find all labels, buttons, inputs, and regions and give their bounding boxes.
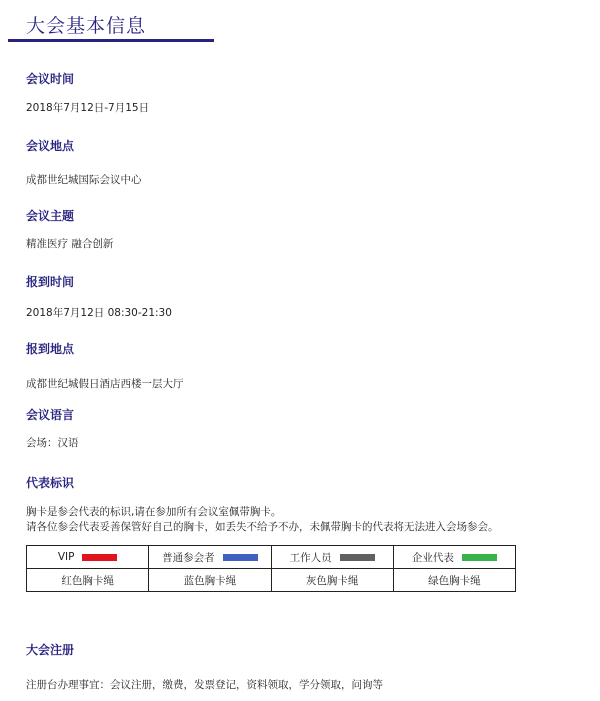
checkin-time-text: 2018年7月12日 08:30-21:30 bbox=[26, 307, 172, 319]
lanyard-cell: 灰色胸卡绳 bbox=[271, 569, 393, 592]
badge-type-label: 普通参会者 bbox=[162, 551, 215, 564]
badge-cell-staff bbox=[271, 546, 393, 569]
theme-text: 精准医疗 融合创新 bbox=[26, 238, 114, 250]
lanyard-cell: 蓝色胸卡绳 bbox=[149, 569, 271, 592]
badge-cell-enterprise bbox=[393, 546, 515, 569]
title-underline bbox=[8, 39, 214, 42]
badge-type-label: VIP bbox=[57, 551, 75, 563]
meeting-time-text: 2018年7月12日-7月15日 bbox=[26, 102, 150, 114]
registration-text: 注册台办理事宜：会议注册，缴费，发票登记，资料领取，学分领取，问询等 bbox=[26, 679, 383, 691]
red-swatch bbox=[82, 554, 117, 561]
green-swatch bbox=[462, 554, 497, 561]
checkin-place-text: 成都世纪城假日酒店西楼一层大厅 bbox=[26, 378, 184, 390]
language-text: 会场：汉语 bbox=[26, 437, 79, 449]
lanyard-row bbox=[27, 569, 516, 592]
heading-checkin-place: 报到地点 bbox=[26, 342, 75, 356]
badge-table bbox=[26, 545, 516, 592]
blue-swatch bbox=[223, 554, 258, 561]
heading-language: 会议语言 bbox=[26, 408, 75, 422]
heading-meeting-time: 会议时间 bbox=[26, 72, 75, 86]
lanyard-cell: 绿色胸卡绳 bbox=[393, 569, 515, 592]
badge-type-label: 企业代表 bbox=[411, 551, 454, 564]
badge-type-label: 工作人员 bbox=[289, 551, 332, 564]
badge-text-line1: 胸卡是参会代表的标识,请在参加所有会议室佩带胸卡。 bbox=[26, 506, 282, 518]
badge-text-line2: 请各位参会代表妥善保管好自己的胸卡，如丢失不给予不办，未佩带胸卡的代表将无法进入会场参会。 bbox=[26, 521, 499, 533]
lanyard-cell: 红色胸卡绳 bbox=[27, 569, 149, 592]
badge-type-row bbox=[27, 546, 516, 569]
heading-registration: 大会注册 bbox=[26, 643, 75, 657]
heading-theme: 会议主题 bbox=[26, 209, 75, 223]
heading-badge: 代表标识 bbox=[26, 476, 75, 490]
heading-checkin-time: 报到时间 bbox=[26, 275, 75, 289]
badge-cell-regular bbox=[149, 546, 271, 569]
venue-text: 成都世纪城国际会议中心 bbox=[26, 174, 142, 186]
page-title: 大会基本信息 bbox=[26, 15, 147, 37]
gray-swatch bbox=[340, 554, 375, 561]
badge-cell-vip bbox=[27, 546, 149, 569]
heading-venue: 会议地点 bbox=[26, 139, 75, 153]
